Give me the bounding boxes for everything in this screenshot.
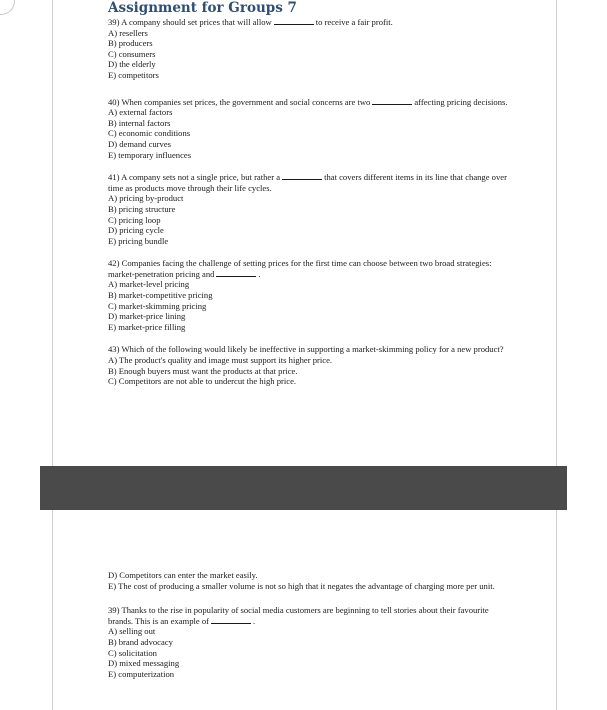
question-42-stem xyxy=(108,258,508,279)
question-39-stem xyxy=(108,17,508,28)
option: E) market-price filling xyxy=(108,321,186,332)
question-43-continued xyxy=(108,570,508,591)
option: A) resellers xyxy=(108,27,148,38)
question-42-stem-part-b: . xyxy=(258,268,261,279)
question-39b-stem-part-a: 39) Thanks to the rise in popularity of social media customers are beginning to tell stories about their favourite brands. This is an example of xyxy=(108,605,489,626)
assignment-title: Assignment for Groups 7 xyxy=(108,0,297,16)
option: A) The product's quality and image must support its higher price. xyxy=(108,355,333,366)
document-page-1 xyxy=(52,0,557,466)
option: B) pricing structure xyxy=(108,203,176,214)
option: B) Enough buyers must want the products at that price. xyxy=(108,365,298,376)
question-43 xyxy=(108,344,508,386)
answer-blank xyxy=(211,616,251,624)
option: B) market-competitive pricing xyxy=(108,290,213,301)
option: C) market-skimming pricing xyxy=(108,300,207,311)
question-40 xyxy=(108,97,508,161)
option: D) demand curves xyxy=(108,138,171,149)
option: B) producers xyxy=(108,38,153,49)
page-1-content xyxy=(108,0,508,387)
question-39-stem-part-a: 39) A company should set prices that will allow xyxy=(108,17,272,27)
question-40-stem-part-b: affecting pricing decisions. xyxy=(414,96,508,107)
option: E) The cost of producing a smaller volume is not so high that it negates the advantage of charging more per unit. xyxy=(108,580,495,591)
question-39 xyxy=(108,17,508,81)
question-40-stem-part-a: 40) When companies set prices, the government and social concerns are two xyxy=(108,96,371,107)
question-39b-stem-part-b: . xyxy=(253,615,256,626)
option: A) pricing by-product xyxy=(108,193,184,204)
option: D) the elderly xyxy=(108,59,156,70)
option: E) computerization xyxy=(108,668,175,679)
option: D) pricing cycle xyxy=(108,225,164,236)
option: D) Competitors can enter the market easily. xyxy=(108,570,258,580)
question-39-stem-part-b: to receive a fair profit. xyxy=(315,17,393,27)
answer-blank xyxy=(216,269,256,277)
answer-blank xyxy=(372,97,412,105)
question-41-stem-part-b: that covers different items in its line that change over time as products move through their life cycles. xyxy=(108,172,507,193)
option: B) internal factors xyxy=(108,117,171,128)
question-41-stem xyxy=(108,172,508,193)
question-43-stem: 43) Which of the following would likely be ineffective in supporting a market-skimming policy for a new product? xyxy=(108,344,504,355)
question-42 xyxy=(108,258,508,332)
option: D) mixed messaging xyxy=(108,658,180,669)
option: E) pricing bundle xyxy=(108,235,169,246)
option: A) market-level pricing xyxy=(108,279,190,290)
option: C) pricing loop xyxy=(108,214,161,225)
question-41-stem-part-a: 41) A company sets not a single price, but rather a xyxy=(108,172,281,183)
page-corner-decoration xyxy=(0,0,15,15)
question-42-stem-part-a: 42) Companies facing the challenge of setting prices for the first time can choose between two broad strategies: market-penetration pricing and xyxy=(108,258,492,279)
option: E) competitors xyxy=(108,69,159,80)
option: C) economic conditions xyxy=(108,128,191,139)
option: A) selling out xyxy=(108,626,156,637)
question-39b-stem xyxy=(108,605,508,626)
question-40-stem xyxy=(108,97,508,108)
document-page-2 xyxy=(52,510,557,710)
option: C) solicitation xyxy=(108,647,157,658)
option: C) Competitors are not able to undercut the high price. xyxy=(108,376,297,387)
question-41 xyxy=(108,172,508,246)
option: E) temporary influences xyxy=(108,149,192,160)
answer-blank xyxy=(282,172,322,180)
page-2-content xyxy=(108,570,508,679)
page-separator xyxy=(40,466,567,510)
option: D) market-price lining xyxy=(108,311,186,322)
option: C) consumers xyxy=(108,48,156,59)
answer-blank xyxy=(274,17,314,25)
option: A) external factors xyxy=(108,107,173,118)
option: B) brand advocacy xyxy=(108,636,173,647)
question-39-social-media xyxy=(108,605,508,679)
